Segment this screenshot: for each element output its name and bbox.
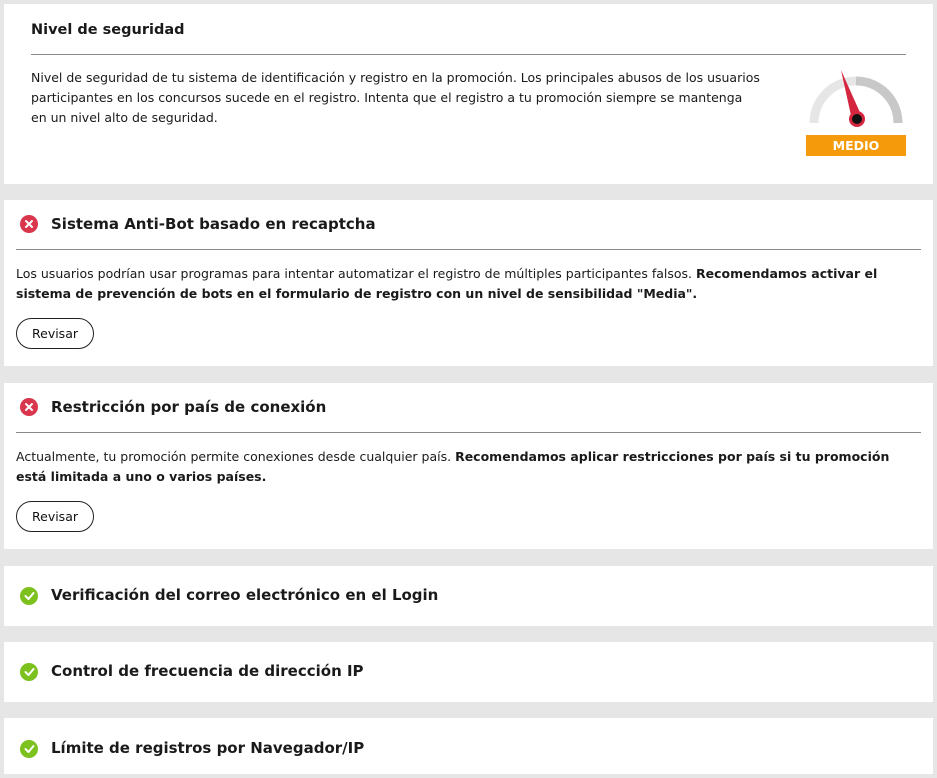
check-card-registration-limit	[4, 718, 933, 774]
check-title: Verificación del correo electrónico en el Login	[51, 586, 439, 604]
check-recommendation: Recomendamos aplicar restricciones por país si tu promoción está limitada a uno o varios países.	[16, 449, 890, 484]
review-button[interactable]: Revisar	[16, 318, 94, 349]
check-card-country	[4, 383, 933, 549]
check-title: Límite de registros por Navegador/IP	[51, 739, 365, 757]
check-text: Actualmente, tu promoción permite conexiones desde cualquier país.	[16, 449, 456, 464]
check-divider	[16, 432, 921, 433]
check-card-email	[4, 566, 933, 626]
check-title: Restricción por país de conexión	[51, 398, 327, 416]
security-level-badge: MEDIO	[806, 135, 906, 156]
check-recommendation: Recomendamos activar el sistema de prevención de bots en el formulario de registro con un nivel de sensibilidad "Media".	[16, 266, 878, 301]
check-title: Control de frecuencia de dirección IP	[51, 662, 364, 680]
check-description	[16, 264, 916, 304]
review-button[interactable]: Revisar	[16, 501, 94, 532]
security-gauge	[801, 68, 911, 138]
check-divider	[16, 249, 921, 250]
security-level-description: Nivel de seguridad de tu sistema de identificación y registro en la promoción. Los principales abusos de los usuarios participantes en los concursos sucede en el registro. Intenta que el registro a tu promoción siempre se mantenga en un nivel alto de seguridad.	[31, 70, 760, 125]
error-icon	[20, 215, 38, 233]
check-title: Sistema Anti-Bot basado en recaptcha	[51, 215, 376, 233]
check-icon	[20, 740, 38, 758]
security-level-card	[4, 4, 933, 184]
check-card-ip-frequency	[4, 642, 933, 702]
check-description	[16, 447, 916, 487]
check-text: Los usuarios podrían usar programas para intentar automatizar el registro de múltiples participantes falsos.	[16, 266, 696, 281]
security-level-divider	[31, 54, 906, 55]
check-icon	[20, 663, 38, 681]
error-icon	[20, 398, 38, 416]
gauge-hub-center	[852, 114, 862, 124]
security-level-title: Nivel de seguridad	[31, 22, 185, 38]
check-card-antibot	[4, 200, 933, 366]
check-icon	[20, 587, 38, 605]
